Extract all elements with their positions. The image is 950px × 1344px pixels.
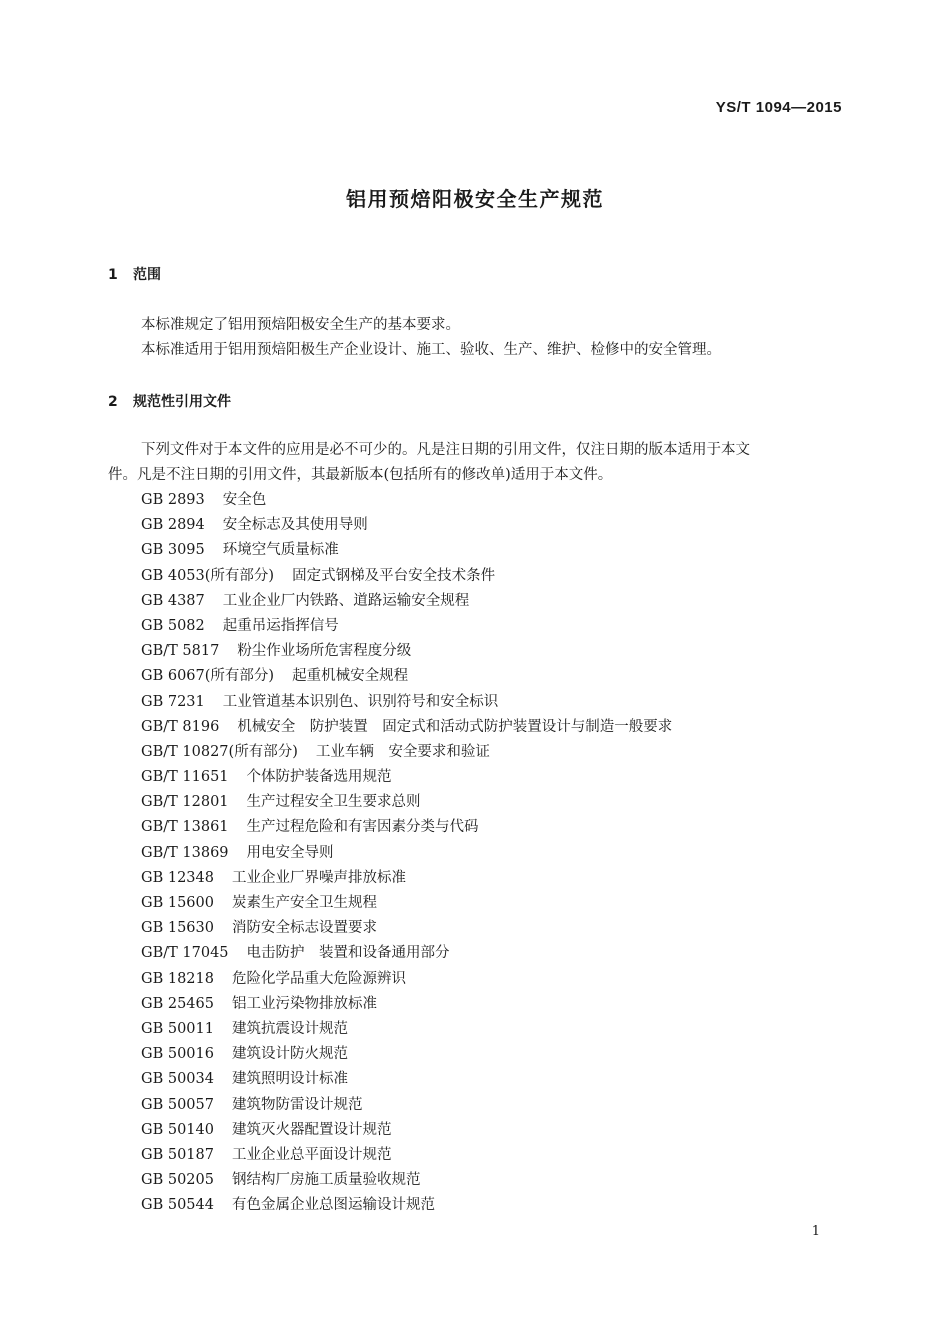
- reference-title: 电击防护 装置和设备通用部分: [246, 945, 450, 962]
- reference-title: 环境空气质量标准: [222, 542, 339, 559]
- reference-item: [141, 589, 672, 614]
- reference-item: [141, 1017, 672, 1042]
- reference-title: 消防安全标志设置要求: [231, 920, 377, 937]
- reference-code: GB 5082: [141, 617, 205, 634]
- reference-item: [141, 715, 672, 740]
- reference-code: GB 50057: [141, 1096, 214, 1113]
- reference-item: [141, 614, 672, 639]
- reference-item: [141, 891, 672, 916]
- reference-code: GB 15630: [141, 920, 214, 937]
- reference-code: GB 50544: [141, 1197, 214, 1214]
- normative-reference-list: [141, 488, 672, 1218]
- section-1-heading: [108, 264, 161, 284]
- reference-title: 建筑抗震设计规范: [231, 1020, 348, 1037]
- reference-item: [141, 690, 672, 715]
- reference-code: GB 15600: [141, 895, 214, 911]
- reference-title: 起重机械安全规程: [292, 668, 409, 685]
- reference-item: [141, 1168, 672, 1193]
- reference-item: [141, 1067, 672, 1092]
- reference-code: GB 18218: [141, 970, 214, 987]
- reference-code: GB 4387: [141, 592, 205, 609]
- reference-code: GB 50016: [141, 1046, 214, 1063]
- section-number: 1: [108, 267, 118, 283]
- reference-title: 工业企业厂内铁路、道路运输安全规程: [222, 592, 470, 609]
- reference-title: 工业企业厂界噪声排放标准: [231, 869, 406, 886]
- reference-title: 建筑照明设计标准: [231, 1071, 348, 1088]
- reference-code: GB 3095: [141, 542, 205, 559]
- reference-title: 用电安全导则: [246, 844, 334, 861]
- reference-item: [141, 992, 672, 1017]
- section-2-heading: [108, 391, 231, 411]
- reference-title: 危险化学品重大危险源辨识: [231, 970, 406, 987]
- reference-title: 建筑灭火器配置设计规范: [231, 1121, 392, 1138]
- reference-code: GB 50187: [141, 1146, 214, 1163]
- reference-item: [141, 664, 672, 689]
- reference-code: GB 2894: [141, 517, 205, 534]
- reference-title: 工业企业总平面设计规范: [231, 1146, 392, 1163]
- reference-item: [141, 916, 672, 941]
- reference-code: GB/T 17045: [141, 945, 229, 962]
- reference-title: 铝工业污染物排放标准: [231, 995, 377, 1012]
- reference-code: GB 7231: [141, 693, 205, 710]
- reference-item: [141, 488, 672, 513]
- reference-title: 生产过程安全卫生要求总则: [246, 794, 421, 811]
- reference-code: GB/T 10827(所有部分): [141, 743, 298, 760]
- reference-title: 工业管道基本识别色、识别符号和安全标识: [222, 693, 499, 710]
- reference-item: [141, 1093, 672, 1118]
- reference-item: [141, 1042, 672, 1067]
- reference-title: 建筑设计防火规范: [231, 1046, 348, 1063]
- reference-title: 固定式钢梯及平台安全技术条件: [292, 567, 496, 584]
- reference-title: 建筑物防雷设计规范: [231, 1096, 363, 1113]
- reference-title: 安全色: [222, 492, 267, 508]
- reference-item: [141, 1193, 672, 1218]
- reference-item: [141, 765, 672, 790]
- reference-code: GB/T 11651: [141, 769, 229, 786]
- reference-item: [141, 815, 672, 840]
- paragraph-line: 下列文件对于本文件的应用是必不可少的。凡是注日期的引用文件，仅注日期的版本适用于本文: [141, 442, 750, 458]
- reference-item: [141, 790, 672, 815]
- reference-title: 粉尘作业场所危害程度分级: [237, 643, 412, 660]
- reference-code: GB 12348: [141, 869, 214, 886]
- reference-code: GB 50034: [141, 1071, 214, 1088]
- reference-code: GB/T 8196: [141, 718, 220, 735]
- section-number: 2: [108, 394, 118, 410]
- reference-title: 炭素生产安全卫生规程: [231, 895, 377, 911]
- reference-code: GB/T 5817: [141, 643, 220, 660]
- reference-code: GB 6067(所有部分): [141, 668, 275, 685]
- reference-title: 安全标志及其使用导则: [222, 517, 368, 534]
- reference-code: GB/T 12801: [141, 794, 229, 811]
- reference-item: [141, 538, 672, 563]
- reference-code: GB 50140: [141, 1121, 214, 1138]
- reference-code: GB 50205: [141, 1172, 214, 1189]
- reference-title: 钢结构厂房施工质量验收规范: [231, 1172, 421, 1189]
- standard-code: YS/T 1094—2015: [715, 99, 842, 116]
- reference-title: 机械安全 防护装置 固定式和活动式防护装置设计与制造一般要求: [237, 718, 673, 735]
- reference-title: 生产过程危险和有害因素分类与代码: [246, 819, 479, 836]
- reference-code: GB/T 13861: [141, 819, 229, 836]
- reference-item: [141, 740, 672, 765]
- reference-item: [141, 967, 672, 992]
- reference-item: [141, 941, 672, 966]
- reference-code: GB 2893: [141, 492, 205, 508]
- reference-item: [141, 564, 672, 589]
- reference-code: GB/T 13869: [141, 844, 229, 861]
- reference-item: [141, 513, 672, 538]
- reference-item: [141, 1118, 672, 1143]
- reference-title: 有色金属企业总图运输设计规范: [231, 1197, 435, 1214]
- reference-title: 工业车辆 安全要求和验证: [315, 743, 490, 760]
- section-1-body: [108, 313, 843, 363]
- section-title: 范围: [133, 267, 161, 283]
- reference-item: [141, 866, 672, 891]
- paragraph: 本标准规定了铝用预焙阳极安全生产的基本要求。: [141, 317, 460, 333]
- document-title: 铝用预焙阳极安全生产规范: [346, 187, 604, 211]
- page-number: 1: [811, 1224, 820, 1239]
- section-2-intro: [108, 438, 843, 488]
- reference-item: [141, 1143, 672, 1168]
- reference-item: [141, 639, 672, 664]
- reference-title: 个体防护装备选用规范: [246, 769, 392, 786]
- reference-code: GB 4053(所有部分): [141, 567, 275, 584]
- section-title: 规范性引用文件: [133, 394, 231, 410]
- reference-code: GB 25465: [141, 995, 214, 1012]
- reference-item: [141, 841, 672, 866]
- reference-code: GB 50011: [141, 1020, 214, 1037]
- paragraph: 本标准适用于铝用预焙阳极生产企业设计、施工、验收、生产、维护、检修中的安全管理。: [141, 342, 721, 358]
- paragraph-line: 件。凡是不注日期的引用文件，其最新版本(包括所有的修改单)适用于本文件。: [108, 467, 613, 483]
- reference-title: 起重吊运指挥信号: [222, 617, 339, 634]
